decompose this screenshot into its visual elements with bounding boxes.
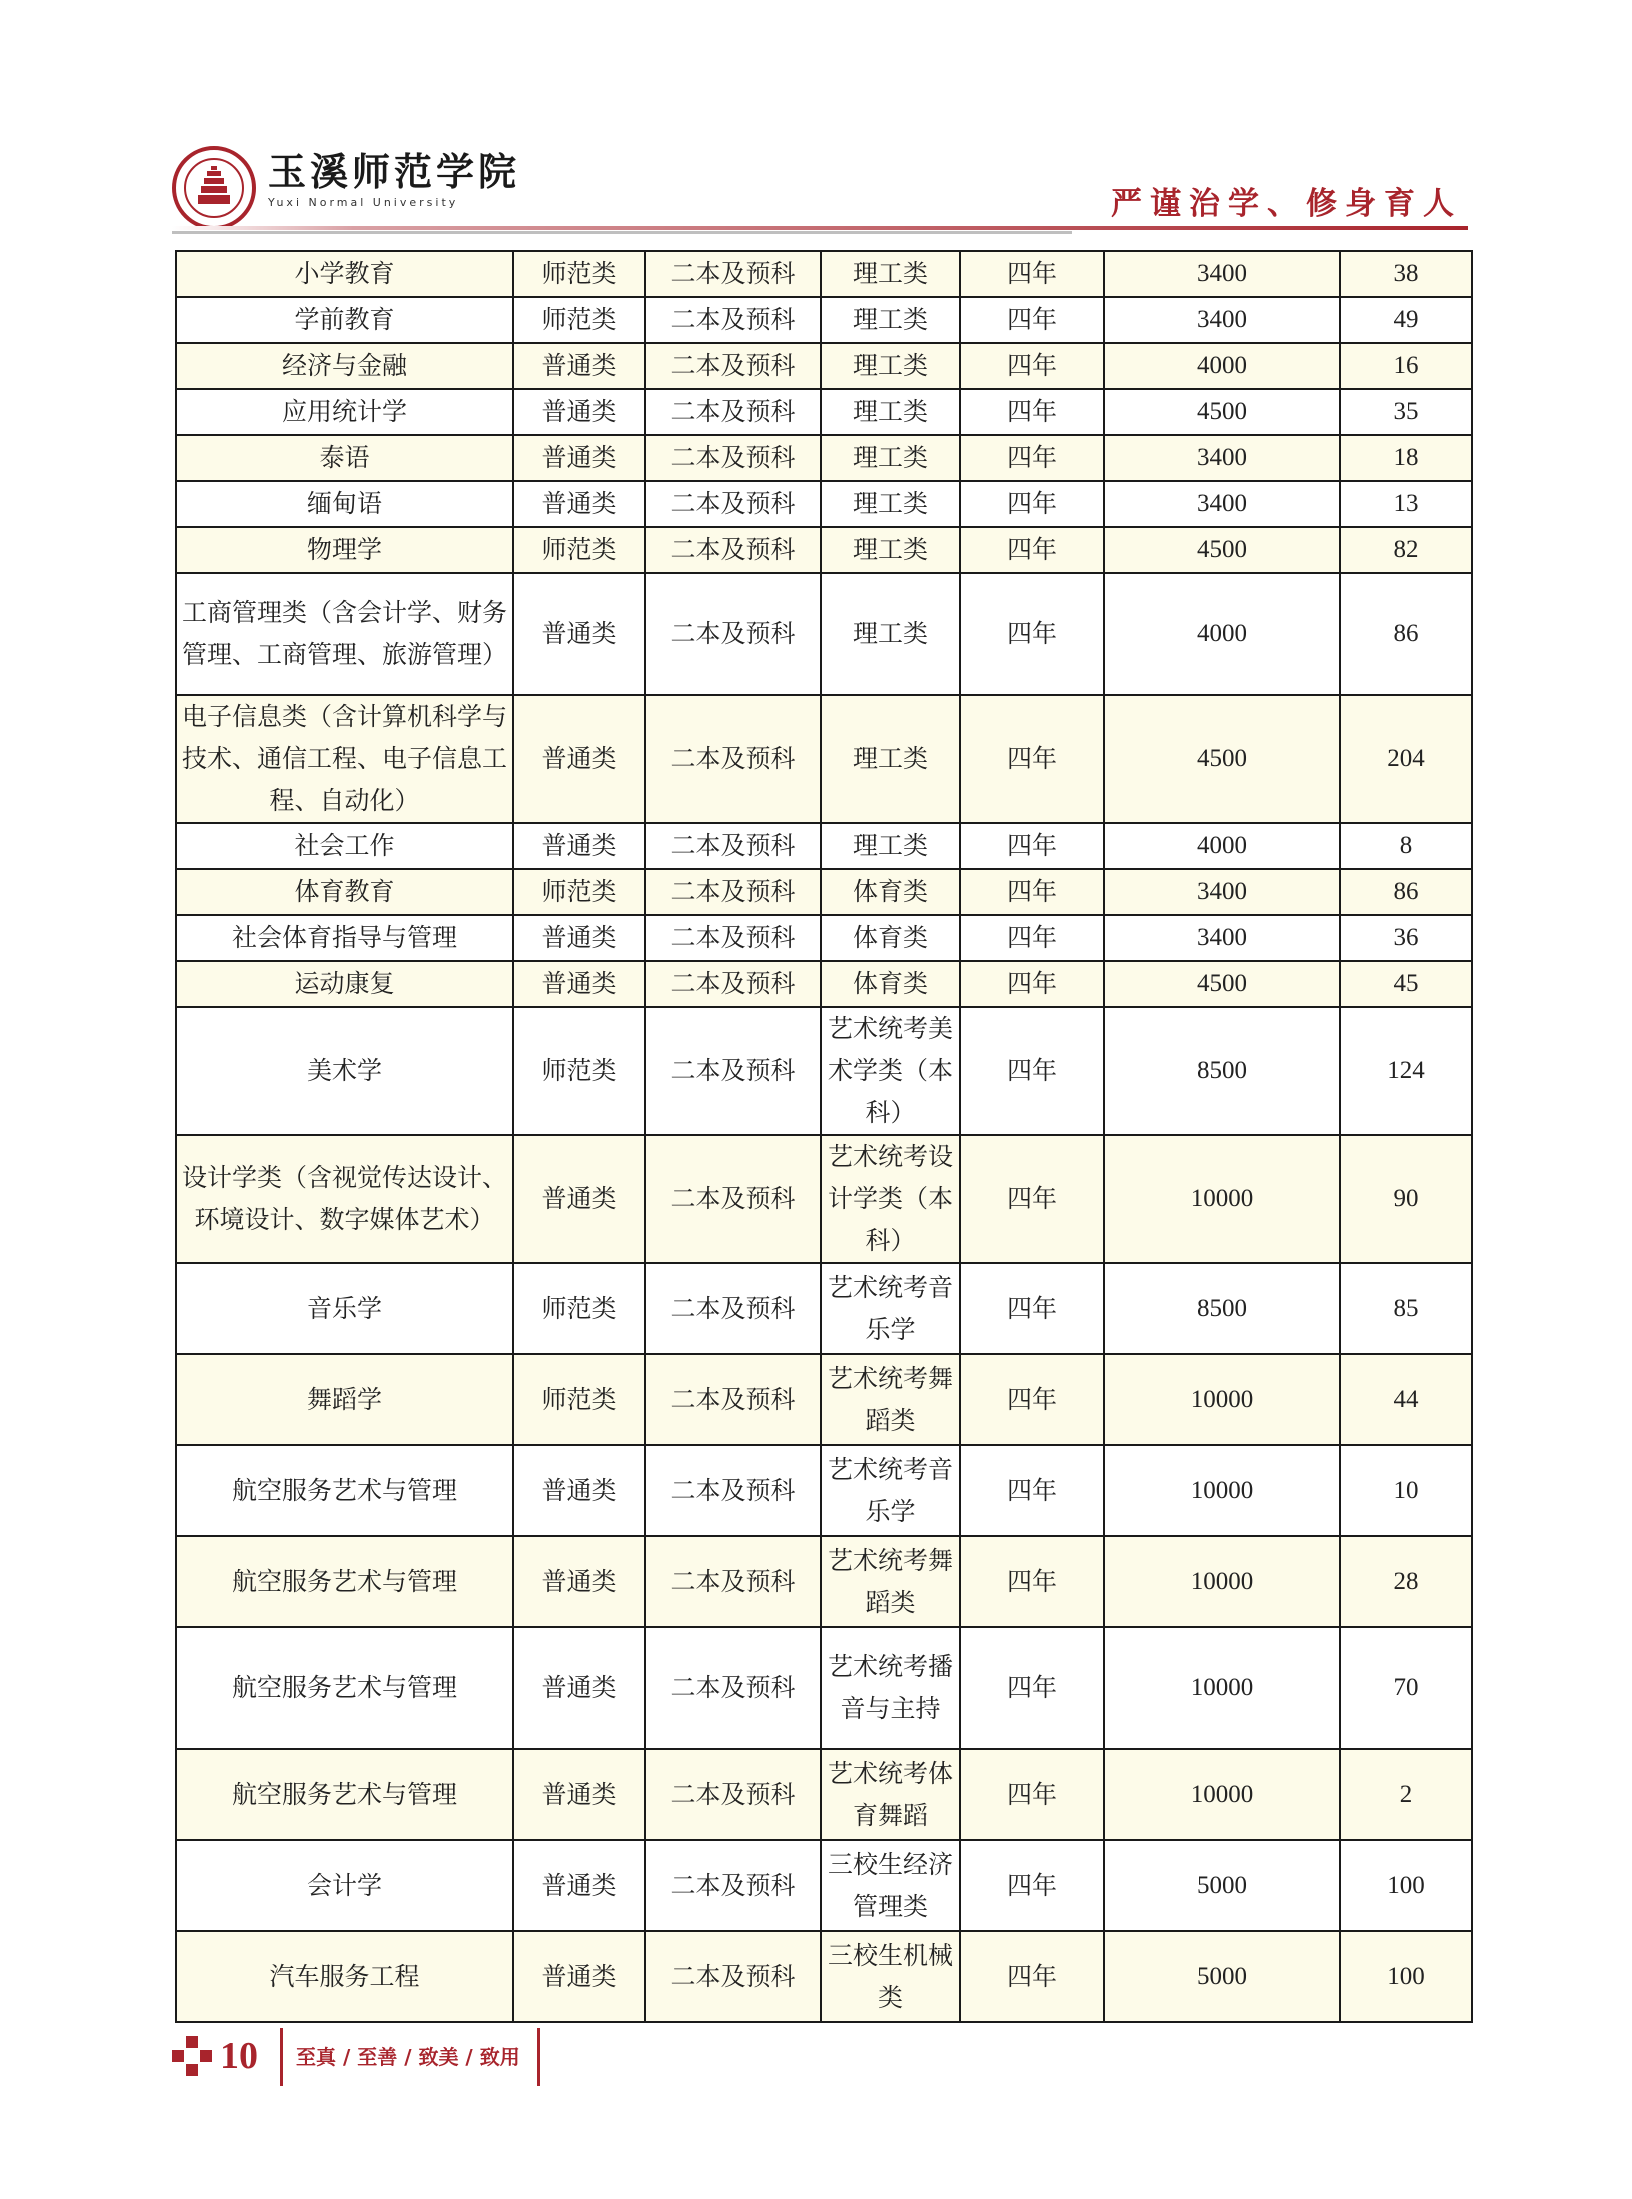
table-row xyxy=(176,435,1472,481)
cell-category: 师范类 xyxy=(513,869,645,915)
cell-years: 四年 xyxy=(960,527,1104,573)
table-row xyxy=(176,1931,1472,2022)
table-row xyxy=(176,1536,1472,1627)
table-row xyxy=(176,251,1472,297)
enrollment-table xyxy=(175,250,1473,2023)
cell-category: 普通类 xyxy=(513,1749,645,1840)
cell-fee: 4000 xyxy=(1104,343,1340,389)
cell-quota: 18 xyxy=(1340,435,1472,481)
cell-years: 四年 xyxy=(960,1007,1104,1135)
cell-fee: 5000 xyxy=(1104,1840,1340,1931)
cell-quota: 82 xyxy=(1340,527,1472,573)
cell-category: 普通类 xyxy=(513,1536,645,1627)
cell-category: 普通类 xyxy=(513,961,645,1007)
cell-major: 音乐学 xyxy=(176,1263,513,1354)
footer-divider xyxy=(280,2028,283,2086)
cell-years: 四年 xyxy=(960,1263,1104,1354)
cell-years: 四年 xyxy=(960,961,1104,1007)
cell-batch: 二本及预科 xyxy=(645,1263,821,1354)
cell-quota: 85 xyxy=(1340,1263,1472,1354)
cell-major: 泰语 xyxy=(176,435,513,481)
cell-batch: 二本及预科 xyxy=(645,915,821,961)
cell-major: 应用统计学 xyxy=(176,389,513,435)
cell-years: 四年 xyxy=(960,1536,1104,1627)
cell-batch: 二本及预科 xyxy=(645,1445,821,1536)
cell-subject: 理工类 xyxy=(821,527,960,573)
table-row xyxy=(176,869,1472,915)
cell-quota: 2 xyxy=(1340,1749,1472,1840)
cell-subject: 艺术统考舞蹈类 xyxy=(821,1354,960,1445)
cell-batch: 二本及预科 xyxy=(645,695,821,823)
cell-subject: 艺术统考舞蹈类 xyxy=(821,1536,960,1627)
cell-years: 四年 xyxy=(960,823,1104,869)
cell-fee: 4000 xyxy=(1104,573,1340,695)
cell-quota: 16 xyxy=(1340,343,1472,389)
cell-major: 体育教育 xyxy=(176,869,513,915)
cell-fee: 10000 xyxy=(1104,1445,1340,1536)
cell-major: 航空服务艺术与管理 xyxy=(176,1749,513,1840)
cell-subject: 理工类 xyxy=(821,435,960,481)
cell-category: 普通类 xyxy=(513,1445,645,1536)
cell-fee: 4500 xyxy=(1104,695,1340,823)
cell-years: 四年 xyxy=(960,1445,1104,1536)
cell-batch: 二本及预科 xyxy=(645,527,821,573)
cell-major: 学前教育 xyxy=(176,297,513,343)
cell-category: 普通类 xyxy=(513,481,645,527)
cell-quota: 35 xyxy=(1340,389,1472,435)
table-row xyxy=(176,1627,1472,1749)
cell-years: 四年 xyxy=(960,1135,1104,1263)
cell-years: 四年 xyxy=(960,573,1104,695)
cell-batch: 二本及预科 xyxy=(645,435,821,481)
cell-years: 四年 xyxy=(960,869,1104,915)
cell-batch: 二本及预科 xyxy=(645,389,821,435)
cell-category: 普通类 xyxy=(513,1627,645,1749)
cell-batch: 二本及预科 xyxy=(645,1007,821,1135)
table-row xyxy=(176,343,1472,389)
cell-major: 设计学类（含视觉传达设计、环境设计、数字媒体艺术） xyxy=(176,1135,513,1263)
cell-quota: 13 xyxy=(1340,481,1472,527)
cell-subject: 艺术统考播音与主持 xyxy=(821,1627,960,1749)
cell-fee: 8500 xyxy=(1104,1007,1340,1135)
cell-major: 电子信息类（含计算机科学与技术、通信工程、电子信息工程、自动化） xyxy=(176,695,513,823)
table-row xyxy=(176,1007,1472,1135)
cell-subject: 艺术统考美术学类（本科） xyxy=(821,1007,960,1135)
cell-batch: 二本及预科 xyxy=(645,823,821,869)
school-motto: 严谨治学、修身育人 xyxy=(1111,186,1462,222)
cell-years: 四年 xyxy=(960,1627,1104,1749)
cell-batch: 二本及预科 xyxy=(645,1135,821,1263)
cell-quota: 90 xyxy=(1340,1135,1472,1263)
cell-batch: 二本及预科 xyxy=(645,1749,821,1840)
cell-major: 缅甸语 xyxy=(176,481,513,527)
cell-fee: 3400 xyxy=(1104,869,1340,915)
cell-quota: 49 xyxy=(1340,297,1472,343)
cell-batch: 二本及预科 xyxy=(645,297,821,343)
cell-years: 四年 xyxy=(960,695,1104,823)
cell-fee: 3400 xyxy=(1104,297,1340,343)
cell-fee: 10000 xyxy=(1104,1135,1340,1263)
table-row xyxy=(176,961,1472,1007)
header-rule-gray xyxy=(172,231,1072,234)
cell-years: 四年 xyxy=(960,481,1104,527)
cell-quota: 70 xyxy=(1340,1627,1472,1749)
cell-batch: 二本及预科 xyxy=(645,1536,821,1627)
cell-major: 会计学 xyxy=(176,1840,513,1931)
cell-major: 小学教育 xyxy=(176,251,513,297)
cell-category: 普通类 xyxy=(513,1135,645,1263)
cell-subject: 理工类 xyxy=(821,695,960,823)
cell-quota: 8 xyxy=(1340,823,1472,869)
cell-fee: 3400 xyxy=(1104,435,1340,481)
cell-subject: 三校生经济管理类 xyxy=(821,1840,960,1931)
cell-subject: 理工类 xyxy=(821,573,960,695)
table-row xyxy=(176,1840,1472,1931)
cell-subject: 体育类 xyxy=(821,961,960,1007)
table-row xyxy=(176,527,1472,573)
cell-category: 普通类 xyxy=(513,1840,645,1931)
cell-years: 四年 xyxy=(960,1840,1104,1931)
cell-batch: 二本及预科 xyxy=(645,961,821,1007)
cell-quota: 86 xyxy=(1340,869,1472,915)
page-number: 10 xyxy=(220,2035,258,2077)
cell-major: 航空服务艺术与管理 xyxy=(176,1536,513,1627)
cell-fee: 5000 xyxy=(1104,1931,1340,2022)
table-row xyxy=(176,389,1472,435)
cell-category: 普通类 xyxy=(513,389,645,435)
cell-subject: 理工类 xyxy=(821,481,960,527)
cell-major: 工商管理类（含会计学、财务管理、工商管理、旅游管理） xyxy=(176,573,513,695)
cell-quota: 124 xyxy=(1340,1007,1472,1135)
table-body xyxy=(176,251,1472,2022)
cell-major: 汽车服务工程 xyxy=(176,1931,513,2022)
cell-batch: 二本及预科 xyxy=(645,869,821,915)
cell-category: 普通类 xyxy=(513,573,645,695)
cell-major: 社会体育指导与管理 xyxy=(176,915,513,961)
cell-major: 舞蹈学 xyxy=(176,1354,513,1445)
table-row xyxy=(176,573,1472,695)
cell-category: 师范类 xyxy=(513,527,645,573)
cell-subject: 艺术统考体育舞蹈 xyxy=(821,1749,960,1840)
cell-major: 运动康复 xyxy=(176,961,513,1007)
footer-squares-icon xyxy=(172,2036,216,2080)
cell-subject: 艺术统考音乐学 xyxy=(821,1445,960,1536)
cell-fee: 10000 xyxy=(1104,1354,1340,1445)
cell-years: 四年 xyxy=(960,389,1104,435)
footer-slogan: 至真 / 至善 / 致美 / 致用 xyxy=(296,2045,520,2069)
cell-subject: 艺术统考音乐学 xyxy=(821,1263,960,1354)
cell-major: 航空服务艺术与管理 xyxy=(176,1627,513,1749)
table-row xyxy=(176,823,1472,869)
cell-major: 美术学 xyxy=(176,1007,513,1135)
cell-fee: 3400 xyxy=(1104,915,1340,961)
cell-quota: 10 xyxy=(1340,1445,1472,1536)
cell-fee: 8500 xyxy=(1104,1263,1340,1354)
cell-batch: 二本及预科 xyxy=(645,1627,821,1749)
table-row xyxy=(176,297,1472,343)
cell-quota: 204 xyxy=(1340,695,1472,823)
cell-subject: 体育类 xyxy=(821,869,960,915)
cell-fee: 4500 xyxy=(1104,961,1340,1007)
cell-batch: 二本及预科 xyxy=(645,343,821,389)
table-row xyxy=(176,481,1472,527)
cell-quota: 28 xyxy=(1340,1536,1472,1627)
cell-years: 四年 xyxy=(960,297,1104,343)
cell-fee: 4000 xyxy=(1104,823,1340,869)
cell-years: 四年 xyxy=(960,915,1104,961)
cell-major: 社会工作 xyxy=(176,823,513,869)
cell-subject: 三校生机械类 xyxy=(821,1931,960,2022)
cell-major: 经济与金融 xyxy=(176,343,513,389)
cell-subject: 理工类 xyxy=(821,343,960,389)
cell-subject: 艺术统考设计学类（本科） xyxy=(821,1135,960,1263)
cell-category: 普通类 xyxy=(513,695,645,823)
school-name: 玉溪师范学院 xyxy=(268,149,521,194)
table-row xyxy=(176,915,1472,961)
table-row xyxy=(176,1749,1472,1840)
page-header xyxy=(0,0,1632,240)
cell-quota: 100 xyxy=(1340,1931,1472,2022)
cell-category: 普通类 xyxy=(513,343,645,389)
cell-years: 四年 xyxy=(960,1354,1104,1445)
table-row xyxy=(176,1445,1472,1536)
cell-quota: 38 xyxy=(1340,251,1472,297)
table-row xyxy=(176,1135,1472,1263)
cell-batch: 二本及预科 xyxy=(645,481,821,527)
cell-years: 四年 xyxy=(960,343,1104,389)
cell-batch: 二本及预科 xyxy=(645,1931,821,2022)
cell-batch: 二本及预科 xyxy=(645,573,821,695)
cell-batch: 二本及预科 xyxy=(645,1840,821,1931)
table-row xyxy=(176,1263,1472,1354)
cell-subject: 理工类 xyxy=(821,251,960,297)
cell-quota: 100 xyxy=(1340,1840,1472,1931)
cell-quota: 86 xyxy=(1340,573,1472,695)
cell-fee: 10000 xyxy=(1104,1536,1340,1627)
header-rule xyxy=(172,226,1468,230)
university-seal-icon xyxy=(172,146,256,230)
cell-years: 四年 xyxy=(960,251,1104,297)
table-row xyxy=(176,1354,1472,1445)
cell-category: 师范类 xyxy=(513,1354,645,1445)
school-name-en: Yuxi Normal University xyxy=(268,196,459,209)
cell-category: 普通类 xyxy=(513,1931,645,2022)
cell-category: 普通类 xyxy=(513,823,645,869)
cell-major: 航空服务艺术与管理 xyxy=(176,1445,513,1536)
cell-fee: 4500 xyxy=(1104,389,1340,435)
cell-subject: 理工类 xyxy=(821,297,960,343)
cell-subject: 理工类 xyxy=(821,823,960,869)
cell-years: 四年 xyxy=(960,1749,1104,1840)
footer-divider xyxy=(537,2028,540,2086)
cell-quota: 36 xyxy=(1340,915,1472,961)
cell-years: 四年 xyxy=(960,435,1104,481)
cell-category: 普通类 xyxy=(513,915,645,961)
cell-fee: 10000 xyxy=(1104,1749,1340,1840)
cell-subject: 理工类 xyxy=(821,389,960,435)
cell-category: 师范类 xyxy=(513,251,645,297)
cell-batch: 二本及预科 xyxy=(645,251,821,297)
cell-category: 师范类 xyxy=(513,297,645,343)
cell-major: 物理学 xyxy=(176,527,513,573)
cell-years: 四年 xyxy=(960,1931,1104,2022)
cell-category: 师范类 xyxy=(513,1263,645,1354)
cell-quota: 45 xyxy=(1340,961,1472,1007)
cell-subject: 体育类 xyxy=(821,915,960,961)
cell-category: 普通类 xyxy=(513,435,645,481)
cell-fee: 10000 xyxy=(1104,1627,1340,1749)
page-footer xyxy=(0,2020,1632,2100)
cell-quota: 44 xyxy=(1340,1354,1472,1445)
cell-batch: 二本及预科 xyxy=(645,1354,821,1445)
table-row xyxy=(176,695,1472,823)
cell-fee: 3400 xyxy=(1104,251,1340,297)
cell-category: 师范类 xyxy=(513,1007,645,1135)
cell-fee: 3400 xyxy=(1104,481,1340,527)
cell-fee: 4500 xyxy=(1104,527,1340,573)
